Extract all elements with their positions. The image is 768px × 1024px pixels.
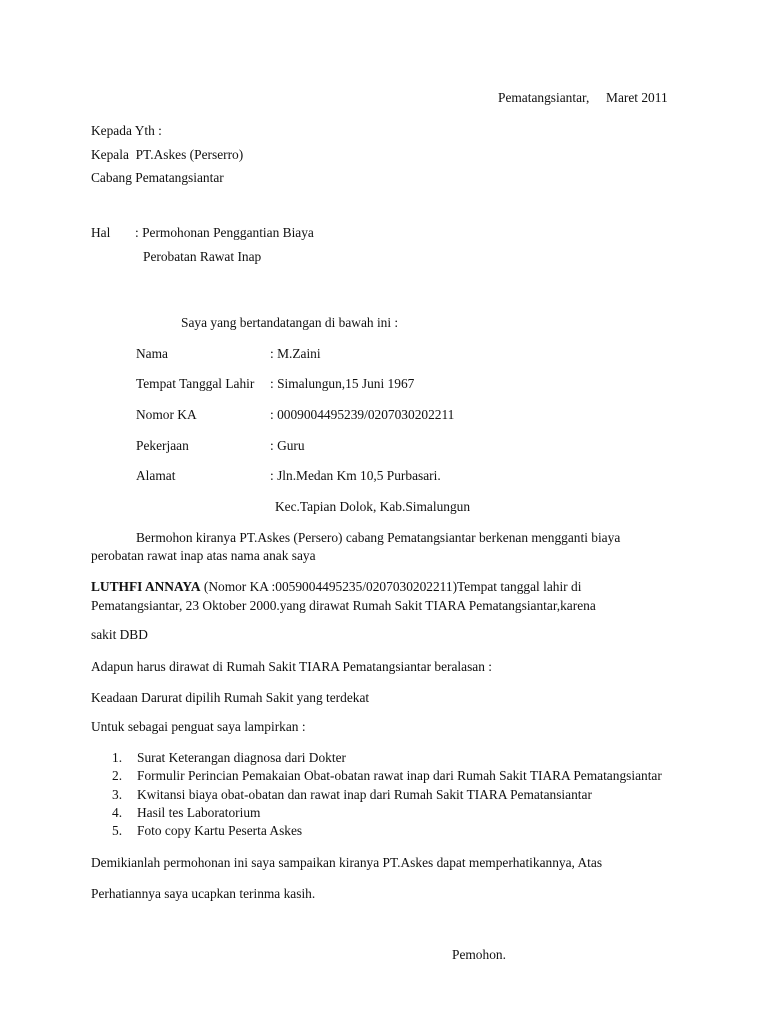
closing-line-2: Perhatiannya saya ucapkan terinma kasih. <box>91 886 316 901</box>
ka-value: : 0009004495239/0207030202211 <box>270 407 455 422</box>
address-label: Alamat <box>136 468 176 483</box>
child-line-3: sakit DBD <box>91 627 148 642</box>
attachment-number: 3. <box>112 787 123 802</box>
birth-label: Tempat Tanggal Lahir <box>136 376 255 391</box>
address-value-1: : Jln.Medan Km 10,5 Purbasari. <box>270 468 441 483</box>
reason-intro: Adapun harus dirawat di Rumah Sakit TIARA Pematangsiantar beralasan : <box>91 659 493 674</box>
subject-label: Hal <box>91 225 111 240</box>
request-line-2: perobatan rawat inap atas nama anak saya <box>91 548 316 563</box>
recipient-line-2: Kepala PT.Askes (Perserro) <box>91 147 244 162</box>
attachment-text: Hasil tes Laboratorium <box>137 805 261 820</box>
child-line-2: Pematangsiantar, 23 Oktober 2000.yang dirawat Rumah Sakit TIARA Pematangsiantar,karena <box>91 598 596 613</box>
recipient-line-1: Kepada Yth : <box>91 123 162 138</box>
attachment-number: 1. <box>112 750 123 765</box>
attachments-intro: Untuk sebagai penguat saya lampirkan : <box>91 719 306 734</box>
child-line-1 <box>91 579 581 595</box>
signoff: Pemohon. <box>452 947 506 962</box>
attachment-list <box>112 750 712 840</box>
attachment-text: Foto copy Kartu Peserta Askes <box>137 823 303 838</box>
subject-line-1: : Permohonan Penggantian Biaya <box>135 225 314 240</box>
reason-text: Keadaan Darurat dipilih Rumah Sakit yang terdekat <box>91 690 370 705</box>
birth-value: : Simalungun,15 Juni 1967 <box>270 376 415 391</box>
job-label: Pekerjaan <box>136 438 189 453</box>
attachment-number: 2. <box>112 768 123 783</box>
name-label: Nama <box>136 346 168 361</box>
name-value: : M.Zaini <box>270 346 321 361</box>
closing-line-1: Demikianlah permohonan ini saya sampaikan kiranya PT.Askes dapat memperhatikannya, Atas <box>91 855 603 870</box>
attachment-text: Surat Keterangan diagnosa dari Dokter <box>137 750 346 765</box>
child-line-1-rest: (Nomor KA :0059004495235/0207030202211)Tempat tanggal lahir di <box>200 579 582 594</box>
attachment-number: 5. <box>112 823 123 838</box>
attachment-number: 4. <box>112 805 123 820</box>
attachment-text: Kwitansi biaya obat-obatan dan rawat inap dari Rumah Sakit TIARA Pematansiantar <box>137 787 592 802</box>
request-line-1: Bermohon kiranya PT.Askes (Persero) cabang Pematangsiantar berkenan mengganti biaya <box>136 530 621 545</box>
place-date: Pematangsiantar, Maret 2011 <box>498 90 668 105</box>
ka-label: Nomor KA <box>136 407 197 422</box>
recipient-line-3: Cabang Pematangsiantar <box>91 170 224 185</box>
address-value-2: Kec.Tapian Dolok, Kab.Simalungun <box>275 499 471 514</box>
attachment-text: Formulir Perincian Pemakaian Obat-obatan rawat inap dari Rumah Sakit TIARA Pematangsiantar <box>137 768 662 783</box>
subject-line-2: Perobatan Rawat Inap <box>143 249 262 264</box>
job-value: : Guru <box>270 438 305 453</box>
intro-text: Saya yang bertandatangan di bawah ini : <box>181 315 399 330</box>
child-name: LUTHFI ANNAYA <box>91 579 201 594</box>
